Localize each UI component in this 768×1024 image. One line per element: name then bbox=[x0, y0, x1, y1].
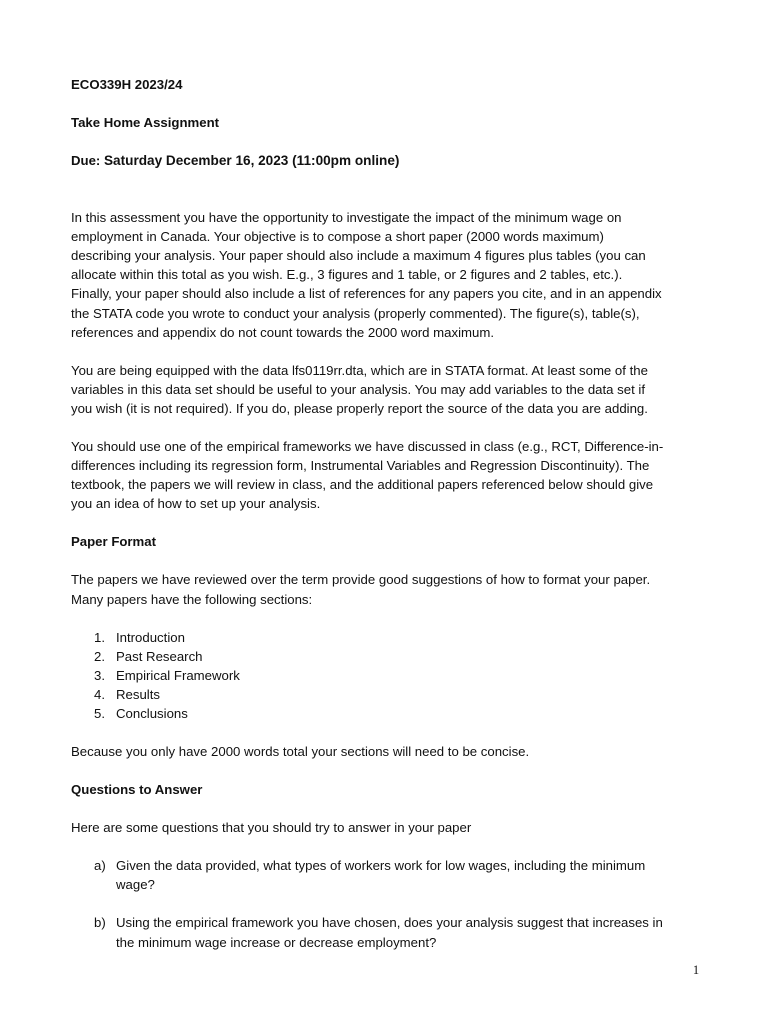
text-line: Finally, your paper should also include a list of references for any papers you cite, and in an appendix bbox=[71, 286, 662, 302]
text-line: the minimum wage increase or decrease employment? bbox=[116, 934, 437, 950]
list-label: Past Research bbox=[116, 648, 203, 664]
data-paragraph bbox=[71, 361, 699, 418]
text-line: In this assessment you have the opportunity to investigate the impact of the minimum wage on bbox=[71, 210, 622, 226]
question-text bbox=[116, 856, 699, 894]
question-label: b) bbox=[94, 915, 106, 931]
text-line: textbook, the papers we will review in class, and the additional papers referenced below should give bbox=[71, 477, 654, 493]
text-line: Given the data provided, what types of workers work for low wages, including the minimum bbox=[116, 858, 646, 874]
paper-format-heading: Paper Format bbox=[71, 534, 157, 550]
list-label: Results bbox=[116, 686, 160, 702]
text-line: you wish (it is not required). If you do, please properly report the source of the data you are adding. bbox=[71, 400, 648, 416]
list-item bbox=[71, 628, 699, 647]
list-item bbox=[71, 704, 699, 723]
text-line: wage? bbox=[116, 877, 155, 893]
page-number: 1 bbox=[692, 963, 700, 977]
list-number: 5. bbox=[94, 705, 105, 721]
list-label: Conclusions bbox=[116, 705, 188, 721]
paper-format-paragraph bbox=[71, 570, 699, 608]
text-line: You should use one of the empirical frameworks we have discussed in class (e.g., RCT, Difference-in- bbox=[71, 439, 664, 455]
course-code: ECO339H 2023/24 bbox=[71, 77, 183, 92]
text-line: you an idea of how to set up your analysis. bbox=[71, 496, 321, 512]
text-line: allocate within this total as you wish. E.g., 3 figures and 1 table, or 2 figures and 2 tables, etc.). bbox=[71, 267, 623, 283]
due-date-line bbox=[71, 151, 699, 170]
question-text bbox=[116, 913, 699, 951]
text-line: references and appendix do not count towards the 2000 word maximum. bbox=[71, 324, 494, 340]
text-line: You are being equipped with the data lfs0119rr.dta, which are in STATA format. At least some of the bbox=[71, 362, 648, 378]
concise-note: Because you only have 2000 words total your sections will need to be concise. bbox=[71, 744, 530, 760]
sections-list bbox=[71, 628, 699, 723]
questions-intro: Here are some questions that you should try to answer in your paper bbox=[71, 820, 472, 836]
intro-paragraph bbox=[71, 208, 699, 342]
list-number: 1. bbox=[94, 629, 105, 645]
due-label: Due: bbox=[71, 153, 101, 168]
list-number: 2. bbox=[94, 648, 105, 664]
text-line: differences including its regression form, Instrumental Variables and Regression Discontinuity). The bbox=[71, 458, 650, 474]
question-a bbox=[71, 856, 699, 894]
list-label: Empirical Framework bbox=[116, 667, 240, 683]
text-line: employment in Canada. Your objective is to compose a short paper (2000 words maximum) bbox=[71, 229, 604, 245]
list-item bbox=[71, 647, 699, 666]
text-line: describing your analysis. Your paper should also include a maximum 4 figures plus tables (you can bbox=[71, 248, 646, 264]
document-body bbox=[71, 75, 699, 952]
list-number: 3. bbox=[94, 667, 105, 683]
list-item bbox=[71, 685, 699, 704]
list-number: 4. bbox=[94, 686, 105, 702]
list-label: Introduction bbox=[116, 629, 185, 645]
framework-paragraph bbox=[71, 437, 699, 513]
text-line: Many papers have the following sections: bbox=[71, 591, 313, 607]
question-b bbox=[71, 913, 699, 951]
list-item bbox=[71, 666, 699, 685]
text-line: Using the empirical framework you have chosen, does your analysis suggest that increases in bbox=[116, 915, 663, 931]
questions-heading: Questions to Answer bbox=[71, 782, 203, 798]
text-line: variables in this data set should be useful to your analysis. You may add variables to the data set if bbox=[71, 381, 646, 397]
assignment-title: Take Home Assignment bbox=[71, 115, 220, 130]
question-label: a) bbox=[94, 858, 106, 874]
due-date: Saturday December 16, 2023 (11:00pm online) bbox=[103, 153, 400, 168]
text-line: The papers we have reviewed over the term provide good suggestions of how to format your paper. bbox=[71, 572, 651, 588]
text-line: the STATA code you wrote to conduct your analysis (properly commented). The figure(s), table(s), bbox=[71, 305, 640, 321]
